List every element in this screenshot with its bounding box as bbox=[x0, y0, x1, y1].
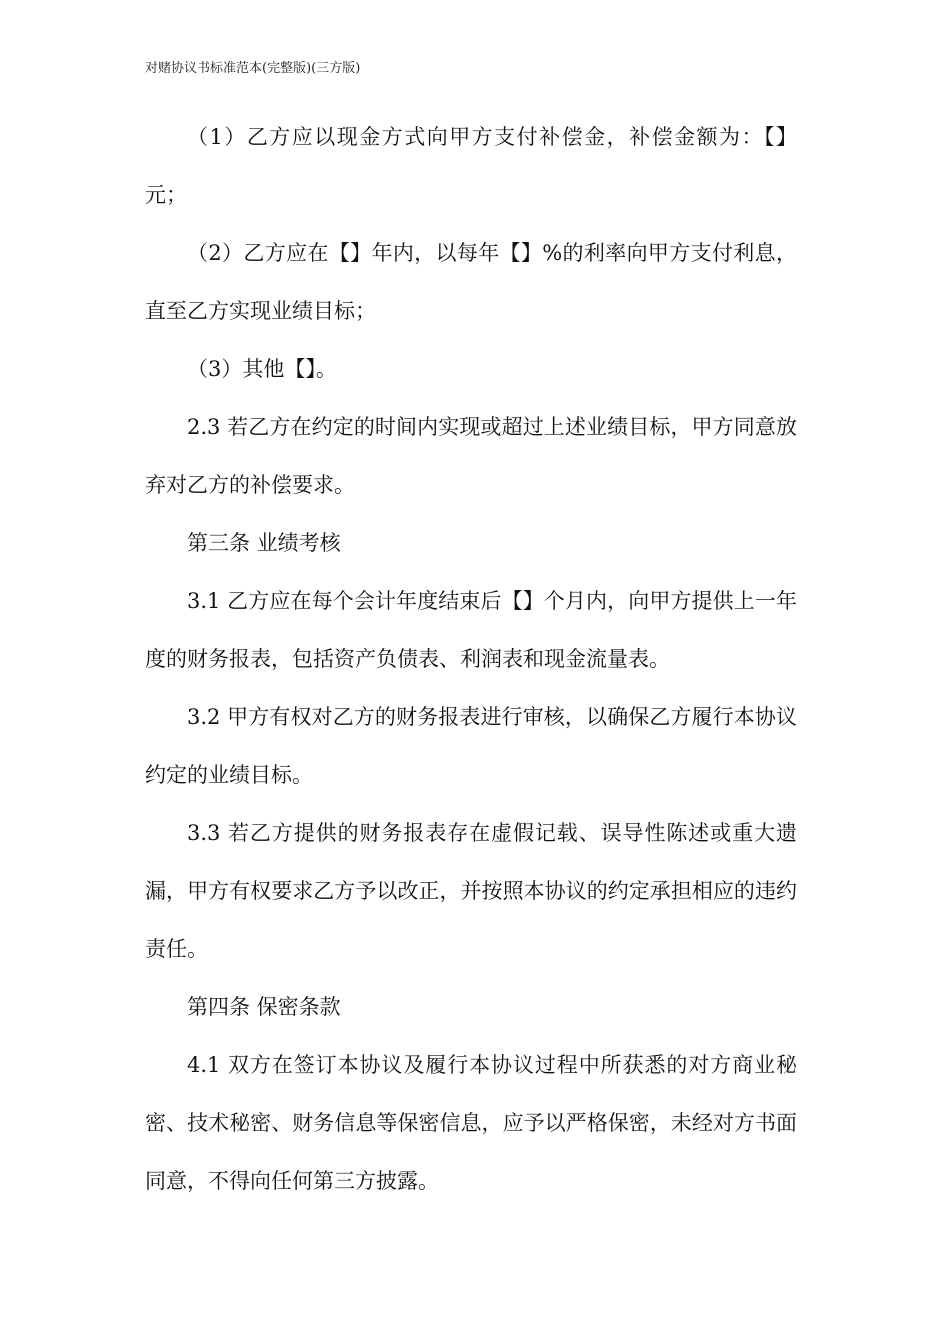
clause-4-1: 4.1 双方在签订本协议及履行本协议过程中所获悉的对方商业秘密、技术秘密、财务信息等保密信息，应予以严格保密，未经对方书面同意，不得向任何第三方披露。 bbox=[145, 1053, 797, 1193]
document-body bbox=[145, 108, 797, 1210]
article-4-heading: 第四条 保密条款 bbox=[187, 995, 341, 1019]
clause-2-2-item-3: （3）其他【】。 bbox=[187, 357, 337, 381]
clause-3-3: 3.3 若乙方提供的财务报表存在虚假记载、误导性陈述或重大遗漏，甲方有权要求乙方予以改正，并按照本协议的约定承担相应的违约责任。 bbox=[145, 821, 797, 961]
clause-3-2: 3.2 甲方有权对乙方的财务报表进行审核，以确保乙方履行本协议约定的业绩目标。 bbox=[145, 705, 797, 787]
clause-3-1: 3.1 乙方应在每个会计年度结束后【】个月内，向甲方提供上一年度的财务报表，包括资产负债表、利润表和现金流量表。 bbox=[145, 589, 797, 671]
clause-2-2-item-2: （2）乙方应在【】年内，以每年【】%的利率向甲方支付利息，直至乙方实现业绩目标； bbox=[145, 241, 797, 323]
clause-2-2-item-1: （1）乙方应以现金方式向甲方支付补偿金，补偿金额为：【】元； bbox=[145, 125, 797, 207]
running-header: 对赌协议书标准范本(完整版)(三方版) bbox=[145, 61, 361, 76]
article-3-heading: 第三条 业绩考核 bbox=[187, 531, 341, 555]
clause-2-3: 2.3 若乙方在约定的时间内实现或超过上述业绩目标，甲方同意放弃对乙方的补偿要求。 bbox=[145, 415, 797, 497]
